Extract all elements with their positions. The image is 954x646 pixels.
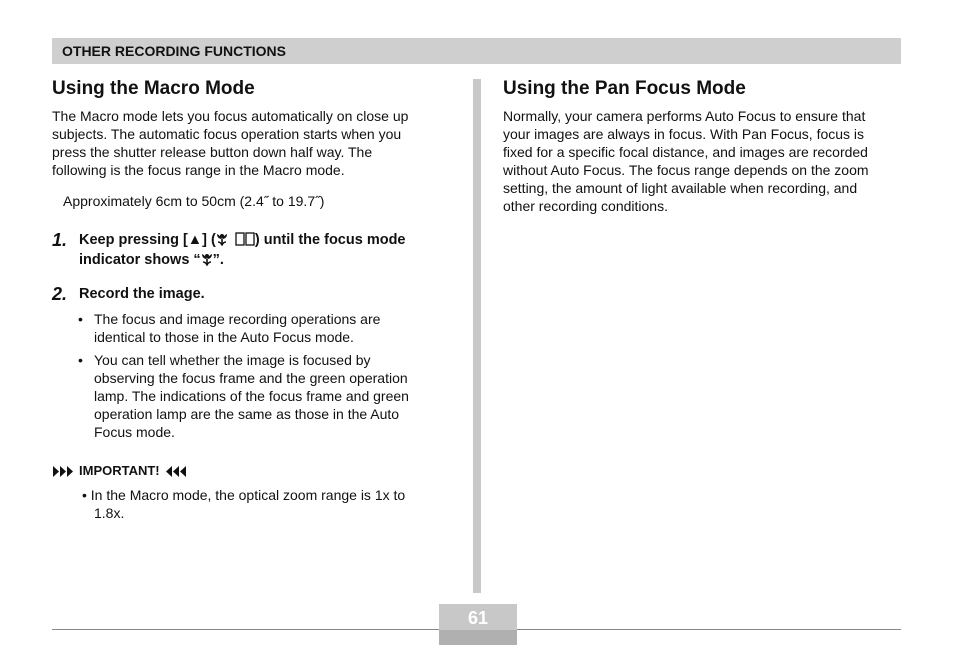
bullet-line: observing the focus frame and the green operation [94, 370, 408, 386]
macro-flower-icon [201, 253, 213, 266]
body-line: without Auto Focus. The focus range depends on the zoom [503, 162, 869, 178]
intro-line: subjects. The automatic focus operation starts when you [52, 126, 402, 142]
bullet-line: You can tell whether the image is focused by [94, 352, 371, 368]
macro-flower-icon [216, 233, 228, 246]
step-1-text-d: ”. [212, 252, 224, 268]
important-note-line: • In the Macro mode, the optical zoom range is 1x to [82, 487, 406, 503]
bullet-line: Focus mode. [94, 424, 175, 440]
step-1-text-c: indicator shows “ [79, 252, 201, 268]
bullet-symbol: • [78, 311, 83, 327]
body-line: setting, the amount of light available when recording, and [503, 180, 858, 196]
step-1-text-a: Keep pressing [▲] ( [79, 232, 216, 248]
intro-line: press the shutter release button down half way. The [52, 144, 373, 160]
step-1-text-b: ) until the focus mode [254, 232, 406, 248]
pan-focus-heading: Using the Pan Focus Mode [503, 78, 746, 99]
body-line: Normally, your camera performs Auto Focus to ensure that [503, 108, 866, 124]
list-item [52, 310, 457, 346]
step-2 [52, 284, 457, 304]
bullet-line: identical to those in the Auto Focus mode. [94, 329, 354, 345]
page-number-box [439, 604, 517, 645]
section-header [52, 38, 901, 64]
bullet-line: The focus and image recording operations are [94, 311, 381, 327]
book-icon [235, 232, 255, 246]
column-divider [473, 79, 481, 593]
list-item [52, 351, 457, 441]
arrows-right-icon [52, 465, 74, 478]
step-number: 2. [52, 284, 68, 304]
step-2-text: Record the image. [79, 286, 205, 302]
step-1 [52, 230, 457, 270]
body-line: fixed for a specific focal distance, and images are recorded [503, 144, 868, 160]
left-column [52, 78, 457, 522]
macro-intro [52, 107, 457, 179]
arrows-left-icon [165, 465, 187, 478]
right-column [503, 78, 903, 215]
page-number: 61 [467, 608, 489, 628]
step-2-notes [52, 310, 457, 441]
important-heading [52, 463, 457, 479]
focus-range: Approximately 6cm to 50cm (2.4˝ to 19.7˝) [63, 193, 325, 209]
step-1-text [79, 230, 406, 270]
macro-heading: Using the Macro Mode [52, 78, 255, 99]
intro-line: following is the focus range in the Macro mode. [52, 162, 345, 178]
bullet-line: lamp. The indications of the focus frame and green [94, 388, 409, 404]
page-number-tab [439, 630, 517, 645]
section-title: OTHER RECORDING FUNCTIONS [62, 43, 286, 59]
body-line: your images are always in focus. With Pan Focus, focus is [503, 126, 865, 142]
bullet-symbol: • [78, 352, 83, 368]
important-note-line: 1.8x. [94, 505, 125, 521]
intro-line: The Macro mode lets you focus automatically on close up [52, 108, 409, 124]
step-number: 1. [52, 230, 68, 250]
body-line: other recording conditions. [503, 198, 668, 214]
important-note [52, 486, 457, 522]
pan-focus-body [503, 107, 903, 215]
important-label: IMPORTANT! [79, 463, 160, 478]
bullet-line: operation lamp are the same as those in the Auto [94, 406, 400, 422]
